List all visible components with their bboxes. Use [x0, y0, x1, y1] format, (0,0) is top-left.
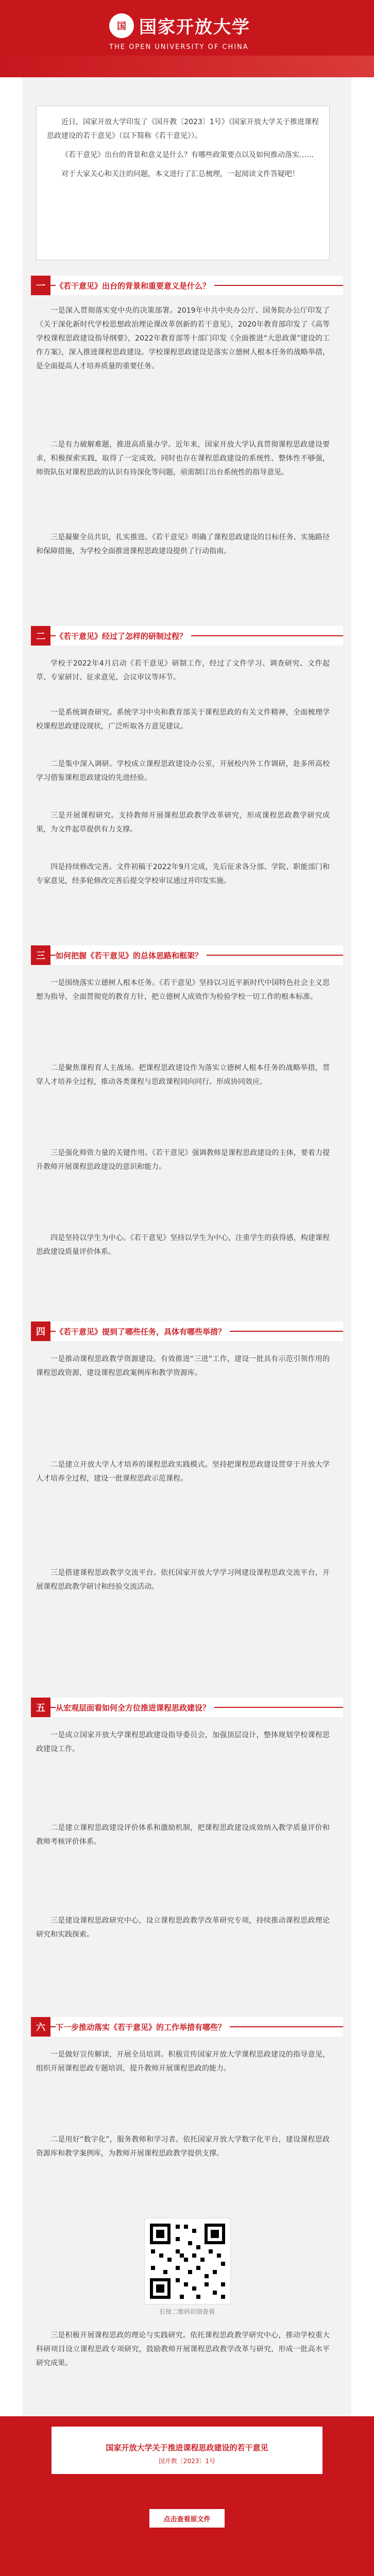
document-card: [52, 2427, 322, 2474]
qr-caption: 长按二维码识别查看: [159, 2308, 215, 2315]
section-paragraph: 四是持续修改完善。文件初稿于2022年9月完成，先后征求各分部、学院、职能部门和专家意见，经多轮修改完善后提交学校审议通过并印发实施。: [36, 863, 330, 885]
section-number: 六: [31, 2017, 50, 2037]
document-title: 国家开放大学关于推进课程思政建设的若干意见: [106, 2443, 268, 2452]
section-paragraph: 三是建设课程思政研究中心，设立课程思政教学改革研究专项，持续推动课程思政理论研究和实践探索。: [36, 1917, 330, 1939]
document-number: 国开教〔2023〕1号: [158, 2458, 216, 2465]
section-paragraph: 四是坚持以学生为中心。《若干意见》坚持以学生为中心，注重学生的获得感，构建课程思政建设质量评价体系。: [36, 1234, 330, 1256]
section-paragraph: 三是凝聚全员共识，扎实推进。《若干意见》明确了课程思政建设的目标任务、实施路径和保障措施，为学校全面推进课程思政建设提供了行动指南。: [36, 533, 330, 555]
footer-panel: [0, 2416, 374, 2576]
header-banner: [0, 0, 374, 77]
section-paragraph: 三是强化师资力量的关键作用。《若干意见》强调教师是课程思政建设的主体，要着力提升教师开展课程思政建设的意识和能力。: [36, 1149, 330, 1171]
section-number: 四: [31, 1321, 50, 1341]
section-heading: [31, 1321, 343, 1341]
qr-code-icon[interactable]: [144, 2218, 231, 2304]
section-paragraph: 三是开展课程研究。支持教师开展课程思政教学改革研究，形成课程思政教学研究成果，为文件起草提供有力支撑。: [36, 811, 330, 834]
logo: [109, 13, 250, 38]
section-paragraph: 一是做好宣传解读，开展全员培训。积极宣传国家开放大学课程思政建设的指导意见，组织开展课程思政专题培训，提升教师开展课程思政的能力。: [36, 2050, 330, 2073]
section-paragraph: 二是建立开放大学人才培养的课程思政实践模式。坚持把课程思政建设贯穿于开放大学人才培养全过程，建设一批课程思政示范课程。: [36, 1461, 330, 1483]
university-name: 国家开放大学: [139, 17, 250, 38]
section-title: 从宏观层面看如何全方位推进课程思政建设？: [56, 1702, 214, 1713]
section-heading: [31, 945, 343, 965]
footer-inner: [31, 2416, 343, 2576]
section-number: 二: [31, 626, 50, 646]
section-heading: [31, 2017, 343, 2037]
section-title: 《若干意见》经过了怎样的研制过程？: [56, 631, 191, 641]
university-logo-icon: 国: [109, 13, 134, 38]
section-paragraph: 二是有力破解难题，推进高质量办学。近年来，国家开放大学认真贯彻课程思政建设要求，积极探索实践，取得了一定成效。同时也存在课程思政建设的系统性、整体性不够强，师资队伍对课程思政的认识有待深化等问题，亟需制订出台系统性的指导意见。: [36, 440, 330, 477]
section-heading: [31, 626, 343, 646]
intro-box: [36, 106, 330, 260]
closing-paragraph: 三是积极开展课程思政的理论与实践研究。依托课程思政教学研究中心，推动学校重大科研项目设立课程思政专项研究，鼓励教师开展课程思政教学改革与研究，形成一批高水平研究成果。: [36, 2331, 330, 2367]
section-paragraph: 一是深入贯彻落实党中央的决策部署。2019年中共中央办公厅、国务院办公厅印发了《关于深化新时代学校思想政治理论课改革创新的若干意见》，2020年教育部印发了《高等学校课程思政建设指导纲要》，2022年教育部等十部门印发《全面推进“大思政课”建设的工作方案》，深入推进课程思政建设。学校课程思政建设是落实立德树人根本任务的战略举措，是全面提高人才培养质量的重要任务。: [36, 307, 330, 370]
section-paragraph: 一是推动课程思政教学资源建设。有效推进“三进”工作，建设一批具有示范引领作用的课程思政资源，建设课程思政案例库和教学资源库。: [36, 1355, 330, 1377]
section-paragraph: 一是围绕落实立德树人根本任务。《若干意见》坚持以习近平新时代中国特色社会主义思想为指导，全面贯彻党的教育方针，把立德树人成效作为检验学校一切工作的根本标准。: [36, 979, 330, 1001]
section-paragraph: 二是用好“数字化”，服务教师和学习者。依托国家开放大学数字化平台，建设课程思政资源库和教学案例库，为教师开展课程思政教学提供支撑。: [36, 2136, 330, 2158]
section-paragraph: 二是建立课程思政建设评价体系和激励机制，把课程思政建设成效纳入教学质量评价和教师考核评价体系。: [36, 1824, 330, 1846]
section-paragraph: 一是成立国家开放大学课程思政建设指导委员会，加强顶层设计，整体规划学校课程思政建设工作。: [36, 1731, 330, 1753]
section-number: 三: [31, 945, 50, 965]
section-title: 如何把握《若干意见》的总体思路和框架？: [56, 950, 207, 961]
view-original-button[interactable]: 点击查看原文件: [149, 2509, 225, 2528]
section-title: 《若干意见》出台的背景和重要意义是什么？: [56, 280, 214, 291]
section-title: 下一步推动落实《若干意见》的工作举措有哪些？: [56, 2022, 230, 2032]
section-heading: [31, 1698, 343, 1717]
section-paragraph: 学校于2022年4月启动《若干意见》研制工作，经过了文件学习、调查研究、文件起草、专家研讨、征求意见、会议审议等环节。: [36, 659, 330, 682]
intro-paragraph: 《若干意见》出台的背景和意义是什么？有哪些政策要点以及如何推动落实……: [61, 151, 314, 159]
section-paragraph: 一是系统调查研究。系统学习中央和教育部关于课程思政的有关文件精神，全面梳理学校课程思政建设现状，广泛听取各方意见建议。: [36, 708, 330, 731]
header-stripe: [0, 56, 374, 77]
section-title: 《若干意见》提到了哪些任务，具体有哪些举措？: [56, 1326, 230, 1337]
section-paragraph: 三是搭建课程思政教学交流平台。依托国家开放大学学习网建设课程思政交流平台，开展课程思政教学研讨和经验交流活动。: [36, 1569, 330, 1591]
intro-paragraph: 对于大家关心和关注的问题，本文进行了汇总梳理，一起阅读文件答疑吧！: [61, 170, 299, 178]
section-heading: [31, 276, 343, 295]
university-english-name: THE OPEN UNIVERSITY OF CHINA: [109, 43, 249, 51]
section-paragraph: 二是集中深入调研。学校成立课程思政建设办公室，开展校内外工作调研，赴多所高校学习借鉴课程思政建设的先进经验。: [36, 760, 330, 782]
intro-paragraph: 近日，国家开放大学印发了《国开教〔2023〕1号》《国家开放大学关于推进课程思政建设的若干意见》（以下简称《若干意见》）。: [47, 118, 319, 140]
section-number: 一: [31, 276, 50, 295]
section-paragraph: 二是聚焦课程育人主战场。把课程思政建设作为落实立德树人根本任务的战略举措，贯穿人才培养全过程，推动各类课程与思政课程同向同行、形成协同效应。: [36, 1064, 330, 1086]
section-number: 五: [31, 1698, 50, 1717]
